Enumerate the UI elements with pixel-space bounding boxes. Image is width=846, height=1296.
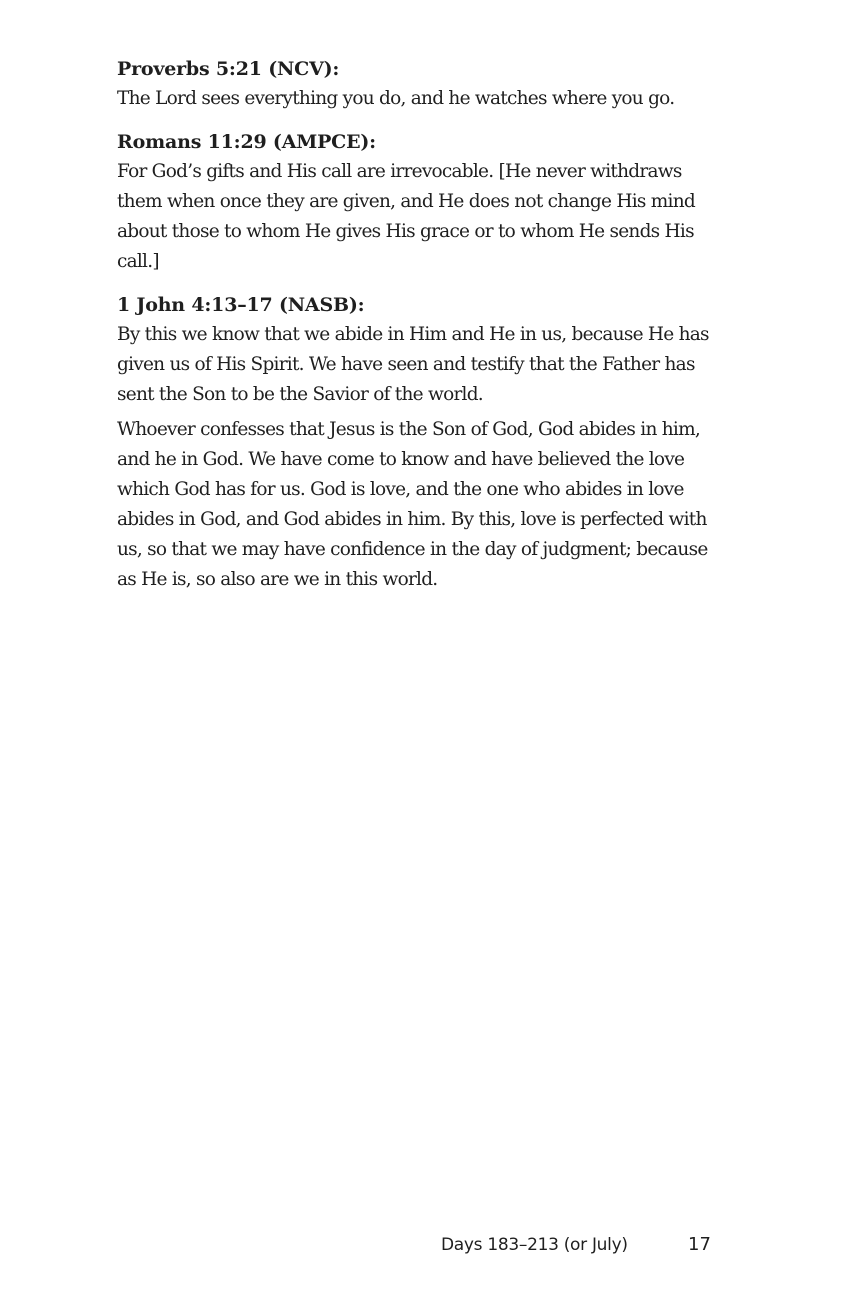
verse-paragraph: By this we know that we abide in Him and He in us, because He has given us of His Spirit. We have seen and testify that the Father has sent the Son to be the Savior of the world.: [117, 324, 709, 405]
scripture-entry: [117, 290, 717, 595]
verse-paragraph: The Lord sees everything you do, and he watches where you go.: [117, 88, 675, 109]
page-footer: [0, 1231, 846, 1259]
scripture-reference: 1 John 4:13–17 (NASB):: [117, 294, 365, 316]
scripture-reference: Proverbs 5:21 (NCV):: [117, 58, 340, 80]
verse-paragraph: Whoever confesses that Jesus is the Son of God, God abides in him, and he in God. We have come to know and have believed the love which God has for us. God is love, and the one who abides in love abides in God, and God abides in him. By this, love is perfected with us, so that we may have confidence in the day of judgment; because as He is, so also are we in this world.: [117, 419, 708, 590]
page-number: 17: [688, 1234, 711, 1255]
scripture-entry: [117, 54, 717, 114]
scripture-reference: Romans 11:29 (AMPCE):: [117, 131, 376, 153]
scripture-entry: [117, 127, 717, 277]
page-content: [117, 54, 717, 608]
running-head: Days 183–213 (or July): [441, 1235, 628, 1255]
verse-paragraph: For God’s gifts and His call are irrevocable. [He never withdraws them when once they are given, and He does not change His mind about those to whom He gives His grace or to whom He sends His call.]: [117, 161, 695, 272]
